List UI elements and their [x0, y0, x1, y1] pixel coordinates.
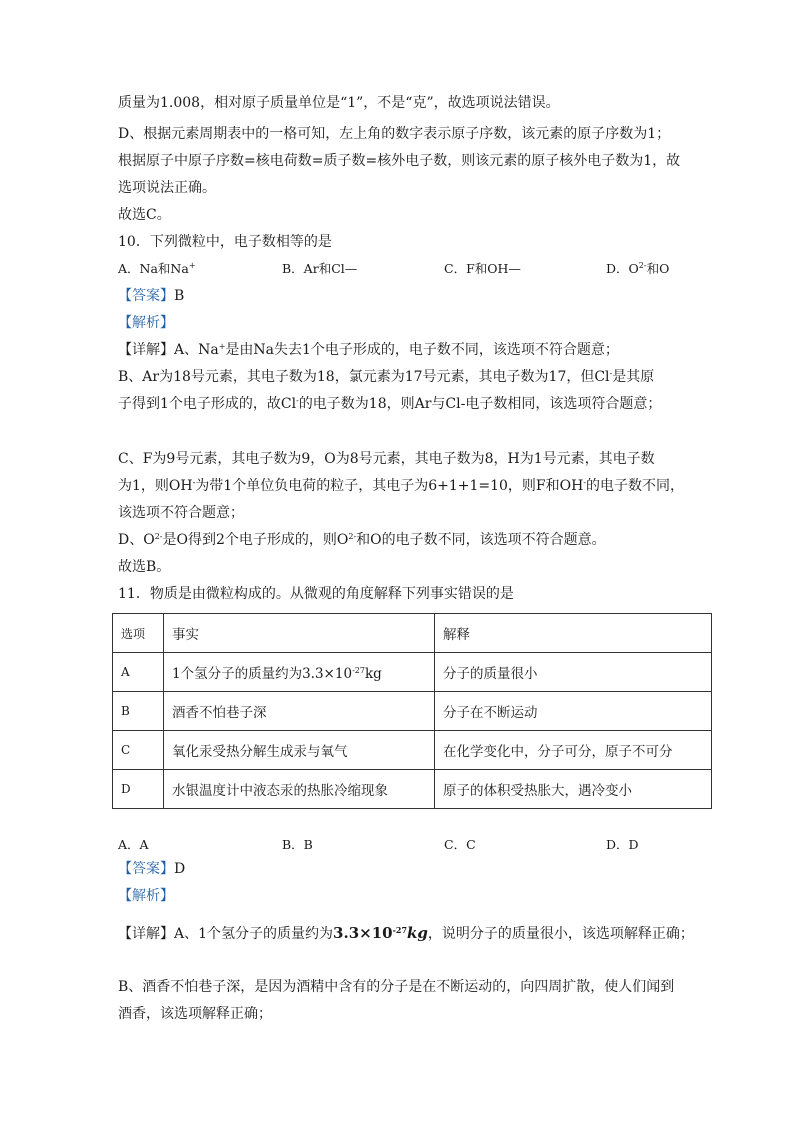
- q11-option-a: A．A: [118, 837, 149, 852]
- table-row: [113, 653, 712, 692]
- q11-detail-a: 【详解】A、1个氢分子的质量约为$3.3\times 10^{-27}kg$，说明分子的质量很小，该选项解释正确；: [118, 924, 694, 942]
- row-fact: 氧化汞受热分解生成汞与氧气: [164, 731, 435, 770]
- q11-option-c: C．C: [444, 837, 476, 852]
- q10-option-c: C．F和OH—: [444, 261, 521, 276]
- q10-option-d: D．$O^{2-}$和O: [606, 261, 670, 276]
- q10-detail-c-3: 该选项不符合题意；: [118, 505, 244, 521]
- intro-line-3: 根据原子中原子序数=核电荷数=质子数=核外电子数，则该元素的原子核外电子数为1，故: [118, 153, 681, 169]
- q10-option-a: A．Na和Na+: [118, 261, 196, 276]
- q10-detail-d: D、$O^{2-}$是O得到2个电子形成的，则$O^{2-}$和O的电子数不同，该选项不符合题意。: [118, 532, 606, 548]
- q10-detail-c-2: 为1，则OH-为带1个单位负电荷的粒子，其电子为6+1+1=10，则F和OH-的电子数不同，: [118, 478, 685, 494]
- header-option: 选项: [113, 614, 164, 653]
- q10-detail-b-1: B、Ar为18号元素，其电子数为18，氯元素为17号元素，其电子数为17，但Cl-是其原: [118, 369, 655, 385]
- table-header-row: [113, 614, 712, 653]
- row-fact: 1个氢分子的质量约为$3.3\times 10^{-27}kg$: [164, 653, 435, 692]
- row-option: C: [113, 731, 164, 770]
- intro-line-1: 质量为1.008，相对原子质量单位是“1”，不是“克”，故选项说法错误。: [118, 95, 560, 111]
- answer-tag: 【答案】: [118, 288, 174, 304]
- row-explain: 分子的质量很小: [435, 653, 712, 692]
- q11-detail-b-2: 酒香，该选项解释正确；: [118, 1006, 272, 1022]
- q10-option-b: B．Ar和Cl—: [282, 261, 358, 276]
- row-fact: 水银温度计中液态汞的热胀冷缩现象: [164, 770, 435, 809]
- header-explain: 解释: [435, 614, 712, 653]
- q10-detail-b-2: 子得到1个电子形成的，故Cl-的电子数为18，则Ar与Cl-电子数相同，该选项符合题意；: [118, 396, 662, 412]
- intro-line-2: D、根据元素周期表中的一格可知，左上角的数字表示原子序数，该元素的原子序数为1；: [118, 126, 671, 142]
- row-explain: 分子在不断运动: [435, 692, 712, 731]
- q11-option-b: B．B: [282, 837, 313, 852]
- q10-answer: [118, 286, 184, 306]
- table-row: [113, 692, 712, 731]
- table-row: [113, 731, 712, 770]
- answer-value: B: [174, 288, 185, 304]
- row-option: B: [113, 692, 164, 731]
- q10-conclusion: 故选B。: [118, 559, 171, 575]
- q11-answer: [118, 859, 185, 879]
- q10-detail-a: 【详解】A、Na+是由Na失去1个电子形成的，电子数不同，该选项不符合题意；: [118, 342, 619, 358]
- q10-detail-c-1: C、F为9号元素，其电子数为9，O为8号元素，其电子数为8，H为1号元素，其电子数: [118, 451, 655, 467]
- row-option: A: [113, 653, 164, 692]
- header-fact: 事实: [164, 614, 435, 653]
- q10-analysis-tag: 【解析】: [118, 315, 174, 331]
- q10-stem: 10．下列微粒中，电子数相等的是: [118, 234, 332, 250]
- table-row: [113, 770, 712, 809]
- q11-detail-b-1: B、酒香不怕巷子深，是因为酒精中含有的分子是在不断运动的，向四周扩散，使人们闻到: [118, 979, 675, 995]
- answer-tag: 【答案】: [118, 861, 174, 877]
- row-option: D: [113, 770, 164, 809]
- mass-formula: $3.3\times 10^{-27}kg$: [333, 924, 428, 942]
- q11-option-d: D．D: [606, 837, 639, 852]
- q11-table: [112, 613, 712, 809]
- row-explain: 在化学变化中，分子可分，原子不可分: [435, 731, 712, 770]
- row-explain: 原子的体积受热胀大，遇冷变小: [435, 770, 712, 809]
- row-fact: 酒香不怕巷子深: [164, 692, 435, 731]
- intro-line-5: 故选C。: [118, 207, 171, 223]
- intro-line-4: 选项说法正确。: [118, 180, 216, 196]
- answer-value: D: [174, 861, 186, 877]
- q11-analysis-tag: 【解析】: [118, 888, 174, 904]
- q11-stem: 11．物质是由微粒构成的。从微观的角度解释下列事实错误的是: [118, 586, 514, 602]
